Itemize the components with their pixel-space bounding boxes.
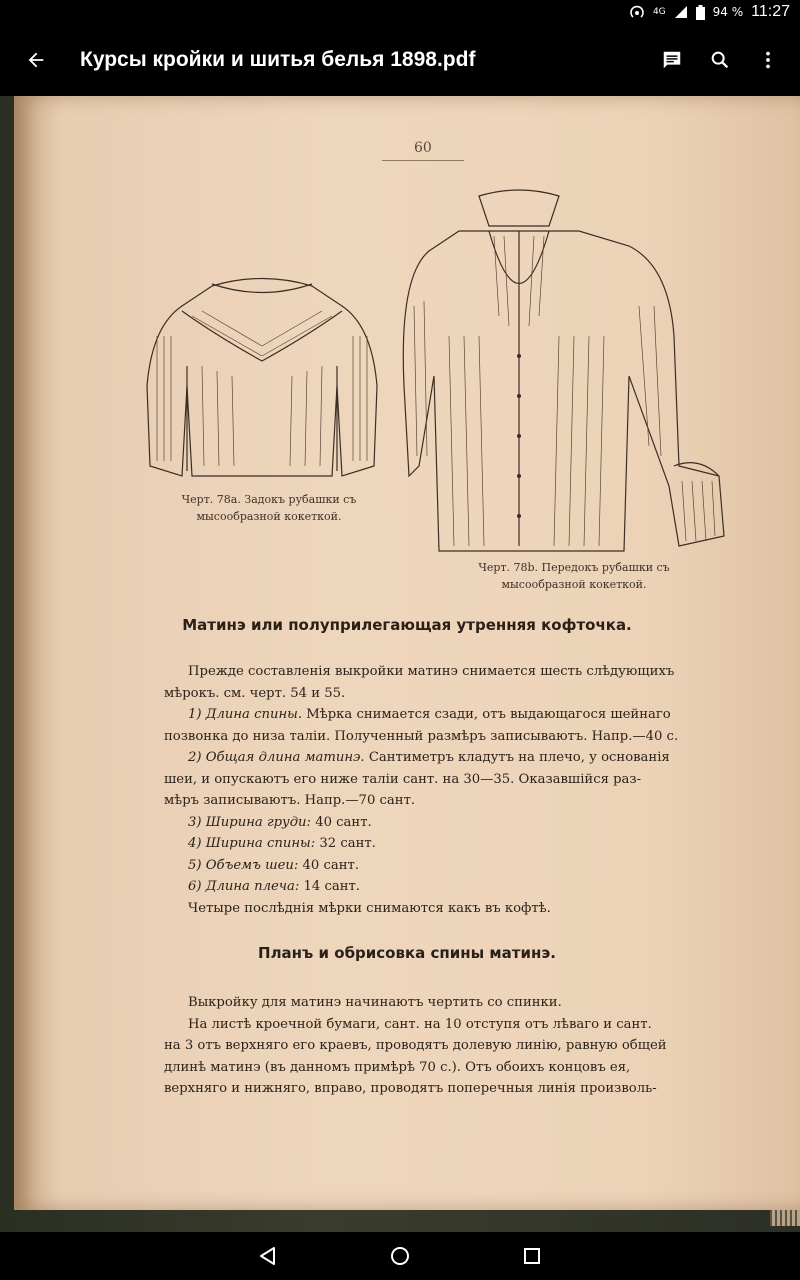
network-type: 4G	[652, 7, 666, 17]
measurement-2-line-3: мѣръ записываютъ. Напр.—70 сант.	[164, 793, 416, 808]
battery-percent: 94 %	[712, 5, 744, 19]
measurement-4: 4) Ширина спины: 32 сант.	[188, 836, 376, 851]
home-circle-icon	[389, 1245, 411, 1267]
page-number-rule	[382, 160, 464, 161]
status-bar	[0, 0, 800, 24]
measurement-5: 5) Объемъ шеи: 40 сант.	[188, 857, 360, 873]
plan-line-3: на 3 отъ верхняго его краевъ, проводятъ долевую линію, равную общей	[164, 1038, 667, 1053]
measurements-closing: Четыре послѣднія мѣрки снимаются какъ въ кофтѣ.	[188, 900, 551, 916]
measurement-2-line-2: шеи, и опускаютъ его ниже таліи сант. на 30—35. Оказавшійся раз-	[164, 771, 642, 787]
plan-line-5: верхняго и нижняго, вправо, проводятъ поперечныя линія произволь-	[164, 1081, 657, 1096]
figure-78a-illustration	[142, 266, 382, 486]
hotspot-icon	[629, 4, 645, 20]
measurement-6: 6) Длина плеча: 14 сант.	[188, 879, 360, 894]
more-options-button[interactable]	[744, 24, 792, 96]
document-title: Курсы кройки и шитья белья 1898.pdf	[80, 48, 476, 71]
measurement-2-line-1: 2) Общая длина матинэ. Сантиметръ кладутъ на плечо, у основанія	[188, 750, 670, 765]
intro-line-2: мѣрокъ. см. черт. 54 и 55.	[164, 685, 346, 701]
figure-78b-illustration	[399, 186, 739, 556]
document-viewport[interactable]	[0, 96, 800, 1232]
document-page[interactable]	[14, 96, 800, 1210]
search-button[interactable]	[696, 24, 744, 96]
comment-button[interactable]	[648, 24, 696, 96]
comment-icon	[661, 49, 683, 71]
plan-line-2: На листѣ кроечной бумаги, сант. на 10 отступя отъ лѣваго и сант.	[188, 1016, 652, 1032]
arrow-back-icon	[25, 49, 47, 71]
figure-78b-caption: Черт. 78b. Передокъ рубашки съ мысообразной кокеткой.	[478, 561, 670, 591]
heading-back-plan: Планъ и обрисовка спины матинэ.	[258, 944, 556, 962]
clock: 11:27	[751, 3, 790, 20]
measurement-3: 3) Ширина груди: 40 сант.	[188, 814, 372, 830]
nav-back-button[interactable]	[250, 1238, 286, 1274]
back-triangle-icon	[258, 1246, 278, 1266]
nav-home-button[interactable]	[382, 1238, 418, 1274]
measurement-1-line-1: 1) Длина спины. Мѣрка снимается сзади, отъ выдающагося шейнаго	[188, 707, 671, 722]
section-measurements	[164, 661, 724, 919]
search-icon	[709, 49, 731, 71]
app-bar	[0, 24, 800, 96]
plan-line-1: Выкройку для матинэ начинаютъ чертить со спинки.	[188, 995, 562, 1010]
measurement-1-line-2: позвонка до низа таліи. Полученный размѣръ записываютъ. Напр.—40 с.	[164, 728, 679, 744]
battery-icon	[696, 5, 705, 20]
section-back-plan	[164, 992, 724, 1100]
plan-line-4: длинѣ матинэ (въ данномъ примѣрѣ 70 с.). Отъ обоихъ концовъ ея,	[164, 1059, 631, 1075]
navigation-bar	[0, 1232, 800, 1280]
figure-78a-caption: Черт. 78а. Задокъ рубашки съ мысообразной кокеткой.	[181, 493, 357, 523]
back-button[interactable]	[0, 24, 72, 96]
signal-icon	[674, 5, 688, 19]
recents-square-icon	[523, 1247, 541, 1265]
intro-line-1: Прежде составленія выкройки матинэ снимается шесть слѣдующихъ	[188, 664, 675, 679]
more-vert-icon	[757, 49, 779, 71]
nav-recents-button[interactable]	[514, 1238, 550, 1274]
page-number: 60	[414, 140, 432, 156]
heading-matine: Матинэ или полуприлегающая утренняя кофточка.	[182, 616, 632, 634]
